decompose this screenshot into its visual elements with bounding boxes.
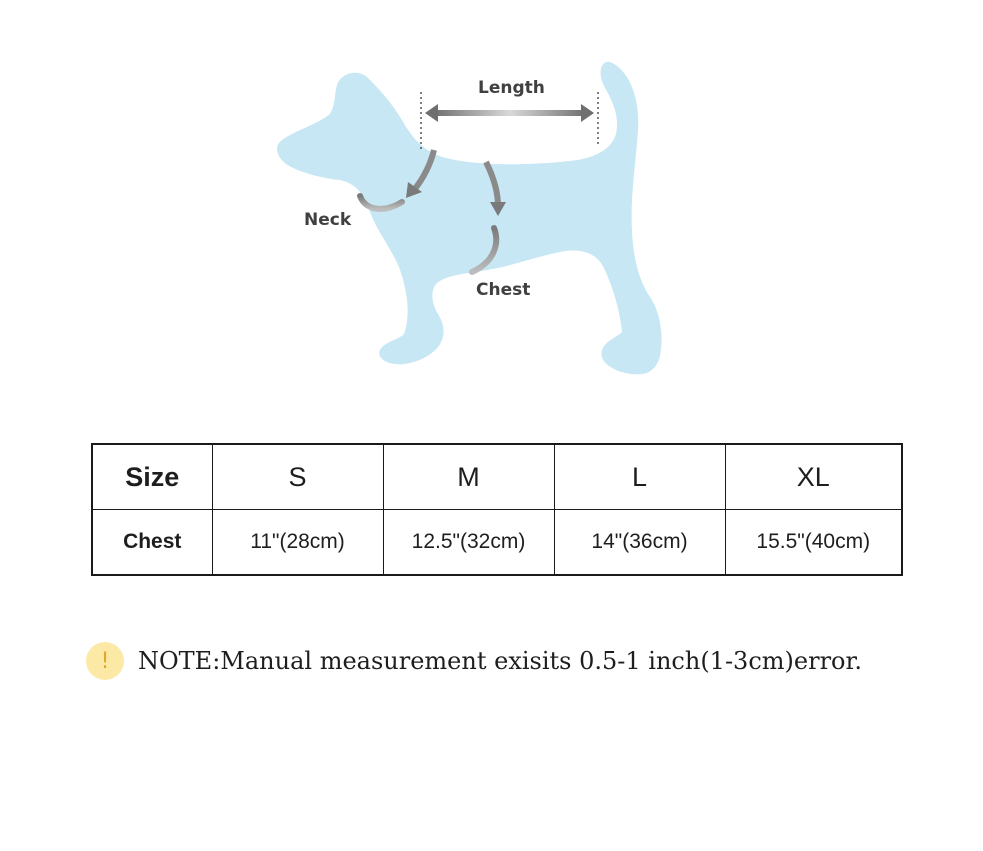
- length-label: Length: [478, 78, 545, 98]
- size-cell-m: M: [383, 444, 554, 510]
- chest-row-header: Chest: [92, 510, 212, 576]
- chest-cell-l: 14"(36cm): [554, 510, 725, 576]
- neck-label: Neck: [304, 210, 352, 230]
- size-cell-xl: XL: [725, 444, 902, 510]
- size-row-header: Size: [92, 444, 212, 510]
- length-arrow-left-head: [425, 104, 438, 122]
- length-arrow-shaft: [434, 110, 586, 116]
- chest-cell-m: 12.5"(32cm): [383, 510, 554, 576]
- warning-icon: !: [86, 642, 124, 680]
- length-arrow-right-head: [581, 104, 594, 122]
- dog-illustration: [0, 0, 983, 420]
- measurement-note: [86, 641, 862, 681]
- size-cell-l: L: [554, 444, 725, 510]
- size-cell-s: S: [212, 444, 383, 510]
- table-row-size: [92, 444, 902, 510]
- dog-measurement-diagram: [0, 0, 983, 420]
- chest-cell-xl: 15.5"(40cm): [725, 510, 902, 576]
- note-text: NOTE:Manual measurement exisits 0.5-1 inch(1-3cm)error.: [138, 647, 862, 675]
- chest-label: Chest: [476, 280, 531, 300]
- table-row-chest: [92, 510, 902, 576]
- size-chart-table: [91, 443, 903, 576]
- chest-cell-s: 11"(28cm): [212, 510, 383, 576]
